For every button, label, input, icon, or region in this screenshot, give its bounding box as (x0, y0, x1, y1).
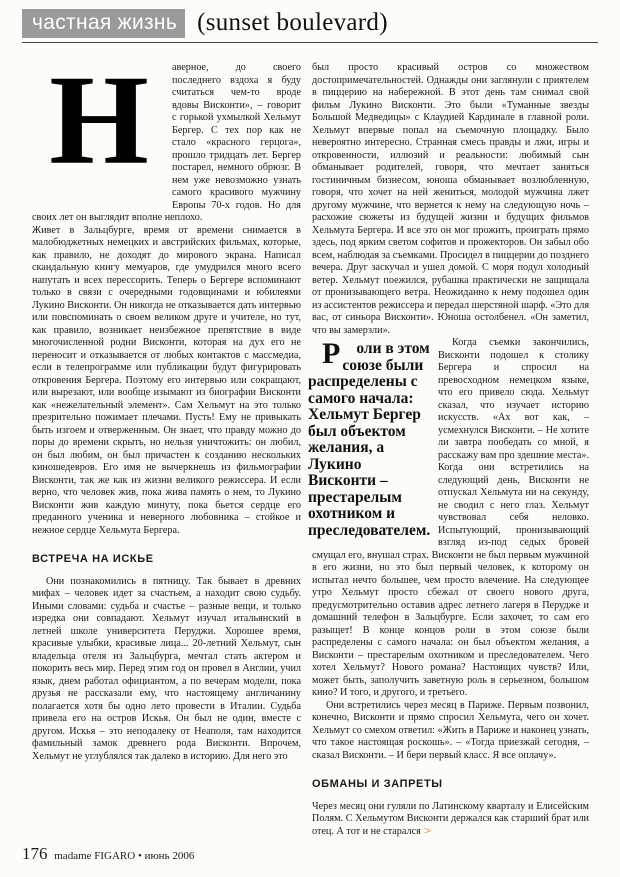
pull-quote-initial: Р (322, 337, 341, 370)
continue-arrow-icon: > (423, 825, 432, 837)
intro-paragraph: авернoе, дo своего последнего вздоха я буду считаться чем-то вроде вдовы Висконти», – говорит с горькой ухмылкой Хельмут Бергер. С тех пор как не стало «красного герцога», прошло тридцать лет. Бергер постарел, немного обрюзг. В нем уже невозможно узнать самого красивого мужчину Европы 70-х годов. Но для своих лет он выглядит вполне неплохо. (32, 62, 301, 223)
section-header (22, 8, 388, 38)
footer-separator: • (137, 850, 142, 862)
header-rule (22, 42, 598, 43)
page-footer (22, 844, 194, 864)
article-column-right (308, 62, 590, 838)
paragraph-2-cont: был просто красивый остров со множеством достопримечательностей. Однажды они заглянули с приятелем в пиццерию на набережной. В этот день там снимал свой фильм Лукино Висконти. Это были «Туманные звезды Большой Медведицы» с Клаудией Кардинале в главной роли. Хельмут впервые попал на съемочную площадку. Было невероятно интересно. Странная смесь правды и лжи, игры и откровенности, иллюзий и реальности: любимый сын обманывает родителей, говоря, что мечтает заняться гостиничным бизнесом, юноша обманывает возлюбленную, говоря, что хочет на ней жениться, молодой мужчина лжет другому мужчине, что вернется к нему на следующую ночь – расхожие сюжеты из будущей жизни и будущих фильмов Хельмута Бергера. И все это он мог прожить, проиграть прямо здесь, под ярким светом софитов и прожекторов. Он забыл обо всем, наблюдая за съемками. Просидел в пиццерии до позднего вечера. Друг заскучал и ушел домой. С моря подул холодный ветер. Хельмут поежился, рубашка практически не защищала от пронизывающего ветра. Неожиданно к нему подошел один из ассистентов режиссера и передал шерстяной шарф. «Это для вас, от синьора Висконти». Юноша остолбенел. «Он заметил, что вы замерзли». (312, 62, 590, 336)
drop-cap: Н (49, 49, 149, 191)
article-column-left (32, 49, 301, 763)
section-subtitle: (sunset boulevard) (197, 9, 388, 36)
paragraph-4: Они встретились через месяц в Париже. Первым позвонил, конечно, Висконти и прямо спросил Хельмута, чего он хочет. Хельмут со смехом ответил: «Жить в Париже и наконец узнать, что такое настоящая роскошь». – «Тогда приезжай сегодня, – сказал Висконти. – И бери первый класс. Я все оплачу». (312, 699, 589, 761)
paragraph-5-text: Через месяц они гуляли по Латинскому кварталу и Елисейским Полям. С Хельмутом Висконти держался как старший брат или отец. А тот и не старался (312, 800, 589, 837)
paragraph-5 (312, 801, 589, 839)
subheading-meeting: ВСТРЕЧА НА ИСКЬЕ (32, 553, 154, 565)
subheading-deceptions: ОБМАНЫ И ЗАПРЕТЫ (312, 778, 443, 790)
section-rubric: частная жизнь (22, 9, 185, 38)
paragraph-1: Живет в Зальцбурге, время от времени снимается в малобюджетных немецких и австрийских фильмах, которые, как правило, не доходят до мирового экрана. Написал скандальную книгу мемуаров, где умудрился много всего напутать и всех перессорить. Теперь о Бергере вспоминают только в связи с очередными годовщинами и юбилеями Лукино Висконти. Он никогда не отказывается дать интервью или повспоминать о своем великом друге и учителе, но тут, как правило, возникает неизбежное препятствие в виде многочисленной родни Висконти, которая на дух его не переносит и отказывается от любых контактов с массмедиа, если в телепрограмме или публикации будут фигурировать откровения Бергера. Поэтому его интервью или сокращают, или вырезают, или вообще изымают из биографии Висконти как «нежелательный элемент». Сам Хельмут на это только презрительно пожимает плечами. Пусть! Ему не привыкать быть изгоем и отверженным. Он знает, что правду можно до поры до времени скрыть, но нельзя уничтожить: он любил, он был любим, он был причастен к созданию нескольких киношедевров. Его имя не вычеркнешь из фильмографии Висконти, так же как из жизни великого режиссера. И если верно, что человек жив, пока жива память о нем, то Лукино Висконти жив каждую минуту, пока бьется сердце его преданного ученика и неверного любовника – стойкое и нежное сердце Хельмута Бергера. (32, 224, 301, 536)
magazine-name: madame FIGARO (54, 850, 136, 862)
paragraph-2: Они познакомились в пятницу. Так бывает в древних мифах – человек идет за счастьем, а находит свою судьбу. Иными словами: судьба и счастье – разные вещи, и только изредка они совпадают. Хельмут изучал итальянский в летней школе университета Перуджи. Хорошее время, красивые улыбки, красивые лица... 20-летний Хельмут, сын владельца отеля из Зальцбурга, мечтал стать актером и покорить весь мир. Перед этим год он провел в Англии, учил язык, днем работал официантом, а по вечерам модели, пока друзья не рассказали ему, что настоящему англичанину полагается хотя бы одно лето провести в Италии. Судьба привела его на остров Искья. Он был не один, вместе с другом. Искья – это неподалеку от Неаполя, там находится фамильный замок древнего рода Висконти. Впрочем, Хельмут не углублялся так далеко в историю. Для него это (32, 575, 301, 762)
issue-date: июнь 2006 (144, 850, 195, 862)
pull-quote: Р оли в этом союзе были распределены с самого начала: Хельмут Бергер был объектом желания, а Лукино Висконти – престарелым охотником и преследователем. (308, 337, 431, 539)
page-number: 176 (22, 844, 48, 863)
paragraph-3: Р оли в этом союзе были распределены с самого начала: Хельмут Бергер был объектом желания, а Лукино Висконти – престарелым охотником и преследователем. Когда съемки закончились, Висконти подошел к столику Бергера и спросил на превосходном немецком языке, что его привело сюда. Хельмут сказал, что изучает историю искусств. «Ах вот как, – усмехнулся Висконти. – Не хотите ли завтра пообедать со мной, я расскажу вам про здешние места». Когда они встретились на следующий день, Висконти не отпускал Хельмута ни на секунду, не сводил с него глаз. Хельмут чувствовал себя неловко. Испытующий, пронизывающий взгляд из-под седых бровей смущал его, внушал страх. Висконти не был первым мужчиной в его жизни, но это был первый человек, к которому он испытал нечто большее, чем просто влечение. На следующее утро Хельмут просто сбежал от своего нового друга, предусмотрительно оставив адрес летнего лагеря в Перудже и домашний телефон в Зальцбурге. Если захочет, то сам его разыщет! В конце концов роли в этом союзе были распределены с самого начала: он был объектом желания, а Висконти – престарелым охотником и преследователем. Чего хотел Хельмут? Нового романа? Настоящих чувств? Или, может быть, заполучить заветную роль в серьезном, большом кино? И того, и другого, и третьего. (308, 337, 589, 698)
